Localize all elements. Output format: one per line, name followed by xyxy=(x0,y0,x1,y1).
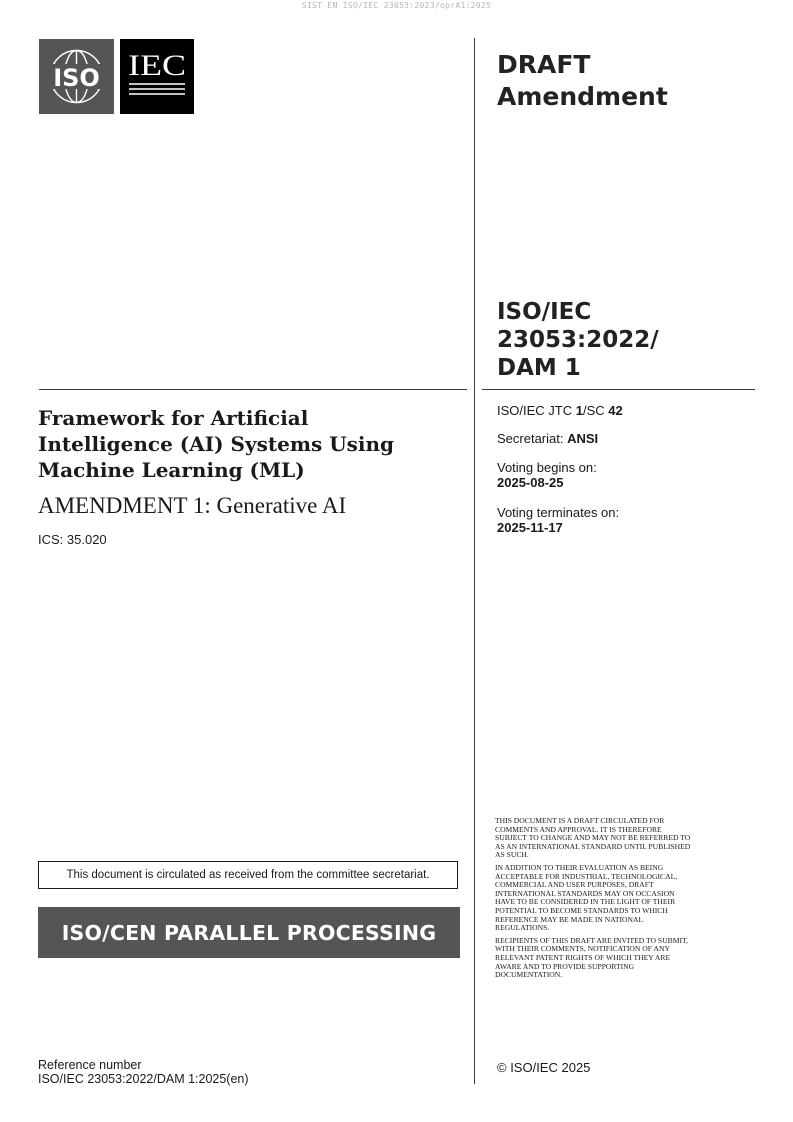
iec-logo xyxy=(120,39,194,114)
committee-sc-label: /SC xyxy=(582,403,609,418)
reference-value: ISO/IEC 23053:2022/DAM 1:2025(en) xyxy=(38,1071,249,1086)
title-line: Intelligence (AI) Systems Using xyxy=(38,432,395,456)
voting-terminates xyxy=(497,505,747,535)
column-divider xyxy=(474,38,475,1084)
voting-begins xyxy=(497,460,747,490)
committee xyxy=(497,403,747,418)
draft-line: DRAFT xyxy=(497,50,591,79)
iec-logo-mark xyxy=(120,39,194,114)
amendment-line: Amendment xyxy=(497,82,668,111)
standard-number-line1: ISO/IEC xyxy=(497,299,592,325)
voting-terminates-date: 2025-11-17 xyxy=(497,520,563,535)
committee-sc: 42 xyxy=(608,403,623,418)
circulation-notice: This document is circulated as received from the committee secretariat. xyxy=(38,861,458,889)
voting-terminates-label: Voting terminates on: xyxy=(497,505,620,520)
iso-logo-text: ISO xyxy=(53,64,100,92)
committee-prefix: ISO/IEC JTC xyxy=(497,403,576,418)
parallel-processing-banner: ISO/CEN PARALLEL PROCESSING xyxy=(38,907,460,958)
committee-jtc: 1 xyxy=(575,403,583,418)
secretariat-label: Secretariat: xyxy=(497,431,568,446)
title-line: Machine Learning (ML) xyxy=(38,458,305,482)
watermark: SIST EN ISO/IEC 23053:2023/oprA1:2025 xyxy=(301,1,492,10)
iec-logo-text: IEC xyxy=(128,49,186,82)
right-rule xyxy=(482,389,755,390)
reference-number xyxy=(38,1059,249,1086)
iso-logo xyxy=(39,39,114,114)
draft-disclaimer xyxy=(495,817,695,984)
iso-globe-icon xyxy=(39,39,114,114)
secretariat-value: ANSI xyxy=(567,431,599,446)
document-title xyxy=(38,405,458,483)
standard-number-line3: DAM 1 xyxy=(497,355,581,381)
amendment-title: AMENDMENT 1: Generative AI xyxy=(38,493,347,518)
ics-code: ICS: 35.020 xyxy=(38,532,107,547)
disclaimer-paragraph: RECIPIENTS OF THIS DRAFT ARE INVITED TO SUBMIT, WITH THEIR COMMENTS, NOTIFICATION OF ANY RELEVANT PATENT RIGHTS OF WHICH THEY ARE AWARE AND TO PROVIDE SUPPORTING DOCUMENTATION. xyxy=(495,935,688,980)
voting-begins-date: 2025-08-25 xyxy=(497,475,564,490)
secretariat xyxy=(497,431,747,446)
reference-label: Reference number xyxy=(38,1058,142,1072)
standard-number-line2: 23053:2022/ xyxy=(497,327,659,353)
draft-heading xyxy=(497,49,747,113)
voting-begins-label: Voting begins on: xyxy=(497,460,597,475)
left-rule xyxy=(39,389,467,390)
copyright: © ISO/IEC 2025 xyxy=(497,1060,591,1075)
standard-number xyxy=(497,298,747,382)
title-line: Framework for Artificial xyxy=(38,406,309,430)
disclaimer-paragraph: IN ADDITION TO THEIR EVALUATION AS BEING ACCEPTABLE FOR INDUSTRIAL, TECHNOLOGICAL, COMMERCIAL AND USER PURPOSES, DRAFT INTERNATIONAL STANDARDS MAY ON OCCASION HAVE TO BE CONSIDERED IN THE LIGHT OF THEIR POTENTIAL TO BECOME STANDARDS TO WHICH REFERENCE MAY BE MADE IN NATIONAL REGULATIONS. xyxy=(495,862,678,933)
disclaimer-paragraph: THIS DOCUMENT IS A DRAFT CIRCULATED FOR COMMENTS AND APPROVAL. IT IS THEREFORE SUBJECT TO CHANGE AND MAY NOT BE REFERRED TO AS AN INTERNATIONAL STANDARD UNTIL PUBLISHED AS SUCH. xyxy=(495,816,691,860)
